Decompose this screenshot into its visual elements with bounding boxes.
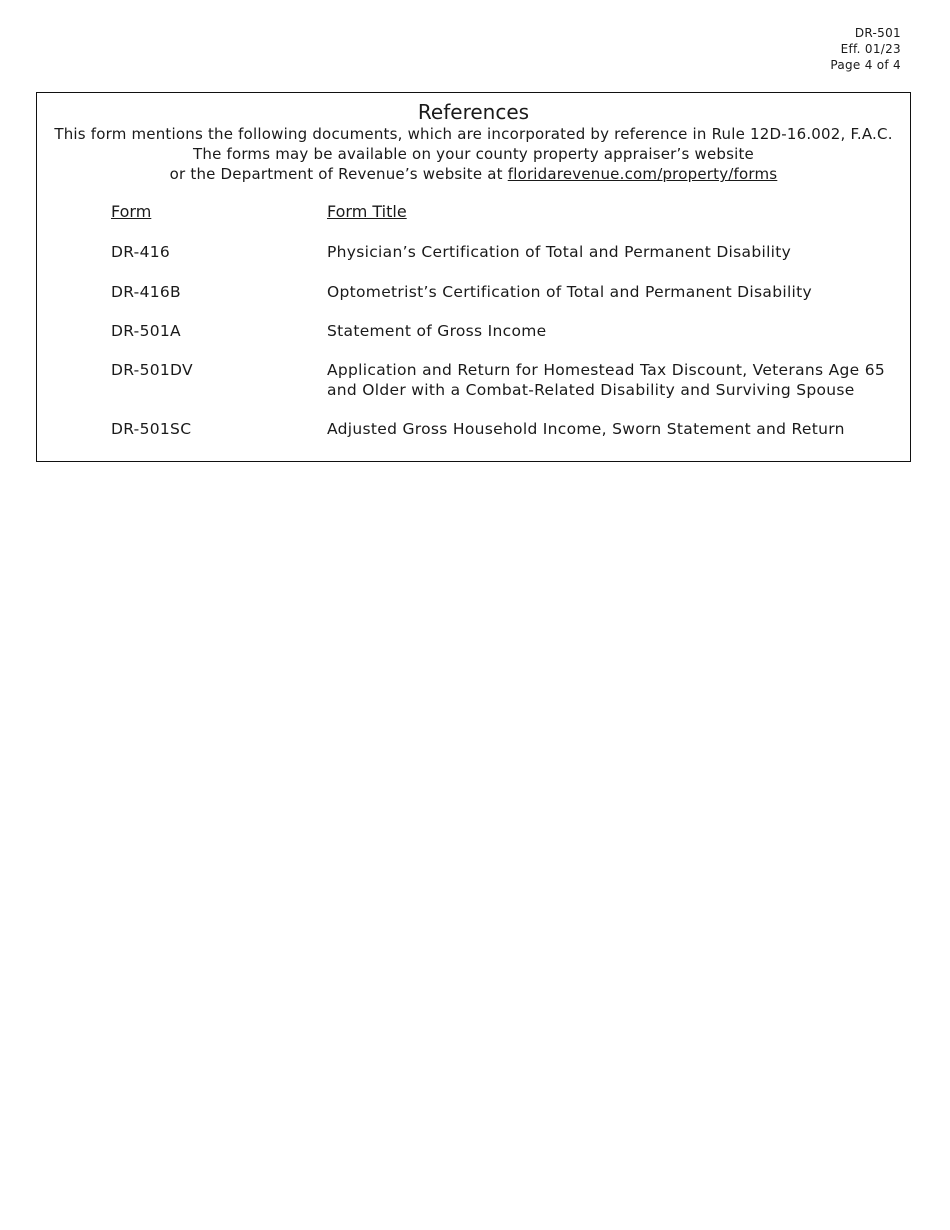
intro-line-1: This form mentions the following documents, which are incorporated by reference in Rule 12D-16.002, F.A.C. xyxy=(54,125,893,143)
references-title: References xyxy=(417,100,530,124)
intro-line-2: The forms may be available on your county property appraiser’s website xyxy=(193,145,754,163)
forms-website-link[interactable]: floridarevenue.com/property/forms xyxy=(507,165,778,183)
form-code: DR-501A xyxy=(111,322,181,340)
effective-date: Eff. 01/23 xyxy=(840,42,901,56)
form-code: DR-501SC xyxy=(111,420,192,438)
form-title: Physician’s Certification of Total and Permanent Disability xyxy=(327,243,792,261)
form-number: DR-501 xyxy=(854,26,901,40)
page-number: Page 4 of 4 xyxy=(830,58,901,72)
form-code: DR-416B xyxy=(111,283,181,301)
intro-line-3 xyxy=(37,164,910,184)
form-code: DR-416 xyxy=(111,243,171,261)
column-header-form: Form xyxy=(111,202,152,221)
form-title: Statement of Gross Income xyxy=(327,322,547,340)
column-header-form-title: Form Title xyxy=(327,202,407,221)
form-title: Application and Return for Homestead Tax Discount, Veterans Age 65 and Older with a Combat-Related Disability and Surviving Spouse xyxy=(327,361,886,399)
intro-line-3-text: or the Department of Revenue’s website at xyxy=(169,165,508,183)
form-code: DR-501DV xyxy=(111,361,193,379)
form-title: Adjusted Gross Household Income, Sworn Statement and Return xyxy=(327,420,845,438)
form-header xyxy=(830,25,901,73)
references-box xyxy=(36,92,911,462)
references-intro xyxy=(37,124,910,184)
form-title: Optometrist’s Certification of Total and Permanent Disability xyxy=(327,283,813,301)
